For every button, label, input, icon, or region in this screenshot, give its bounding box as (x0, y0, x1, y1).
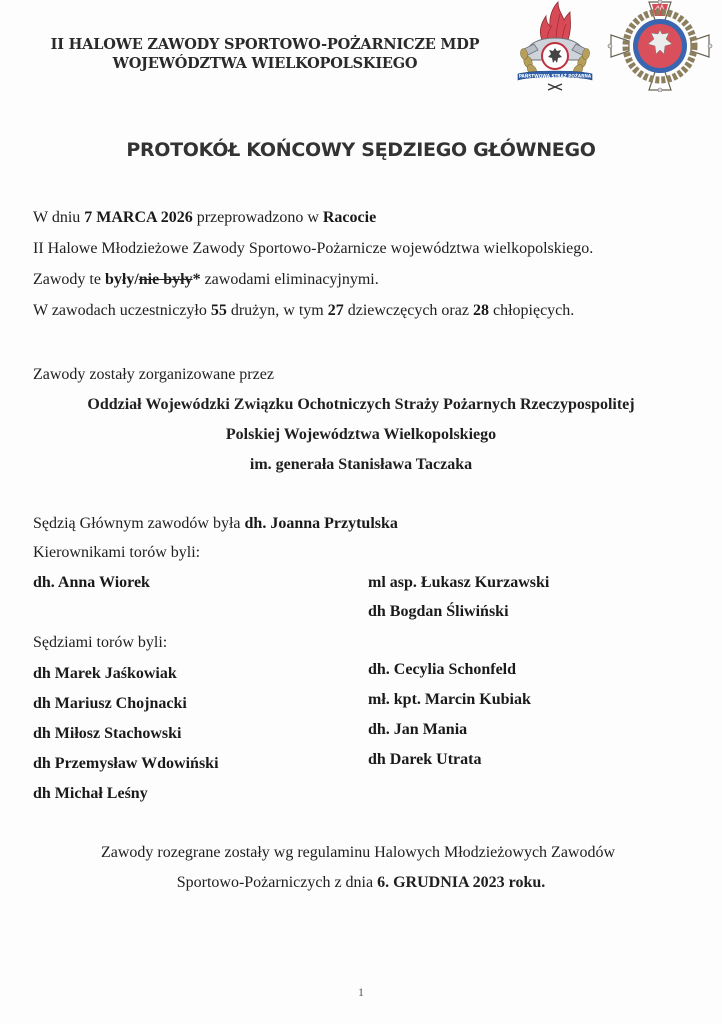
closing-text: Sportowo-Pożarniczych z dnia (176, 874, 378, 891)
track-judge-name: dh Michał Leśny (33, 785, 148, 802)
teams-boys: 28 (472, 302, 489, 319)
intro-line-teams (33, 301, 574, 321)
intro-text: zawodami eliminacyjnymi. (200, 271, 379, 288)
psp-banner-text: PAŃSTWOWA STRAŻ POŻARNA (518, 73, 592, 79)
track-judge-name: dh Przemysław Wdowiński (33, 755, 219, 772)
organizer-line-3: im. generała Stanisława Taczaka (249, 456, 473, 473)
regulation-date: 6. GRUDNIA 2023 roku. (377, 874, 546, 891)
intro-text: Zawody te (33, 271, 105, 288)
track-judge-name: mł. kpt. Marcin Kubiak (368, 691, 531, 708)
intro-text: W zawodach uczestniczyło (33, 302, 211, 319)
eliminations-selected: były (104, 271, 135, 288)
chief-judge-name: dh. Joanna Przytulska (244, 515, 398, 532)
header-title-line2: WOJEWÓDZTWA WIELKOPOLSKIEGO (112, 55, 418, 72)
closing-line-2 (0, 873, 722, 893)
intro-line-event-name: II Halowe Młodzieżowe Zawody Sportowo-Pożarnicze województwa wielkopolskiego. (33, 240, 594, 257)
slash-text: / (134, 271, 139, 288)
asterisk-text: * (192, 271, 201, 288)
organizer-label: Zawody zostały zorganizowane przez (33, 366, 274, 383)
intro-text: drużyn, w tym (226, 302, 328, 319)
track-managers-label: Kierownikami torów byli: (33, 544, 201, 561)
track-judges-label: Sędziami torów byli: (33, 634, 168, 651)
organizer-line-2: Polskiej Województwa Wielkopolskiego (225, 426, 497, 443)
intro-text: dziewczęcych oraz (343, 302, 473, 319)
intro-line-date-place (33, 208, 376, 228)
intro-text: W dniu (33, 209, 85, 226)
track-judge-name: dh. Jan Mania (368, 721, 468, 738)
organizer-line-1: Oddział Wojewódzki Związku Ochotniczych Straży Pożarnych Rzeczypospolitej (87, 396, 635, 413)
page-number: 1 (358, 985, 364, 999)
track-judge-name: dh. Cecylia Schonfeld (368, 661, 517, 678)
osp-cross-emblem-icon (607, 0, 713, 92)
track-manager-name: dh. Anna Wiorek (33, 574, 150, 591)
teams-girls: 27 (327, 302, 344, 319)
document-title: PROTOKÓŁ KOŃCOWY SĘDZIEGO GŁÓWNEGO (126, 139, 596, 161)
flame-icon (540, 2, 570, 40)
teams-total: 55 (210, 302, 227, 319)
track-manager-name: dh Bogdan Śliwiński (368, 603, 509, 620)
track-judge-name: dh Miłosz Stachowski (33, 725, 182, 742)
eliminations-struck: nie były (138, 271, 193, 288)
intro-text: przeprowadzono w (192, 209, 323, 226)
intro-line-eliminations (33, 270, 379, 290)
track-judge-name: dh Marek Jaśkowiak (33, 665, 177, 682)
event-place: Racocie (322, 209, 377, 226)
header-title-line1: II HALOWE ZAWODY SPORTOWO-POŻARNICZE MDP (50, 36, 480, 53)
closing-line-1: Zawody rozegrane zostały wg regulaminu Halowych Młodzieżowych Zawodów (100, 844, 616, 861)
event-date: 7 MARCA 2026 (84, 209, 193, 226)
intro-text: chłopięcych. (488, 302, 575, 319)
chief-judge-line (33, 514, 398, 534)
track-judge-name: dh Mariusz Chojnacki (33, 695, 187, 712)
psp-emblem-icon (512, 0, 598, 92)
track-manager-name: ml asp. Łukasz Kurzawski (368, 574, 550, 591)
track-judge-name: dh Darek Utrata (368, 751, 482, 768)
chief-judge-label: Sędzią Głównym zawodów była (33, 515, 245, 532)
